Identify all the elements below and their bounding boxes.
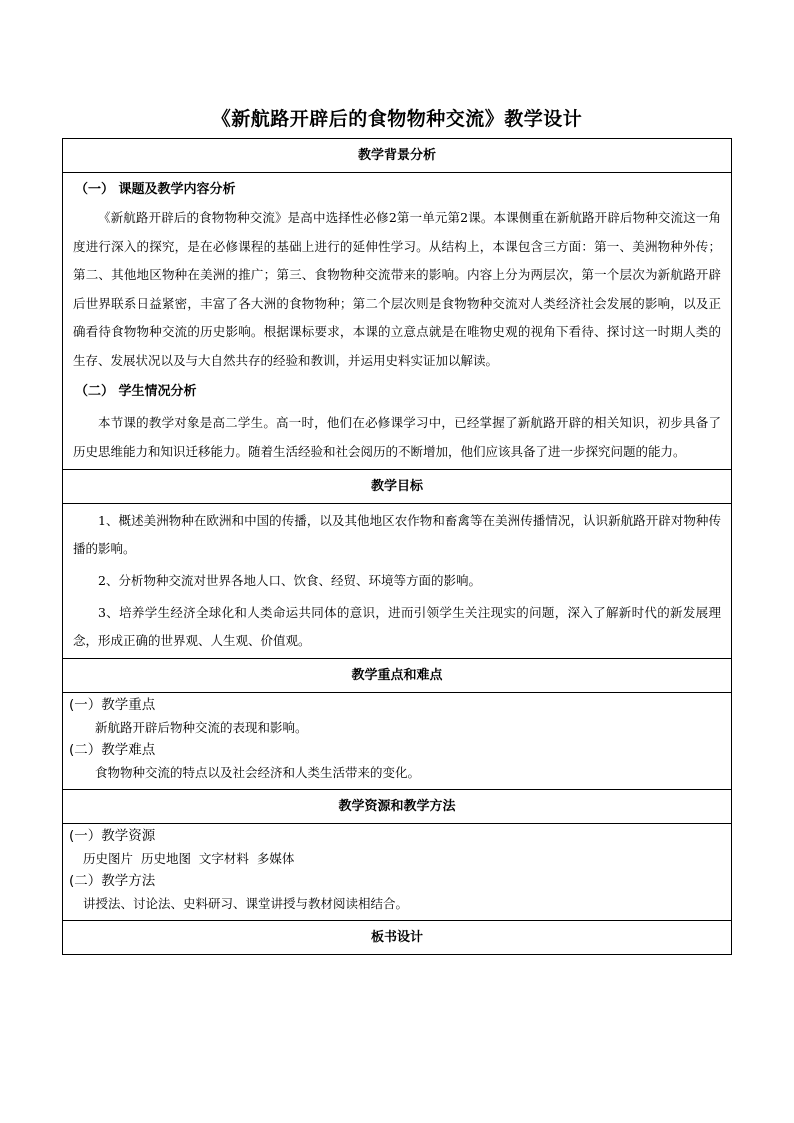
subheading-topic-analysis: （一） 课题及教学内容分析: [75, 182, 236, 197]
subheading-key-point: (一）教学重点: [69, 697, 156, 713]
goal-item: 1、概述美洲物种在欧洲和中国的传播，以及其他地区农作物和畜禽等在美洲传播情况，认识新航路开辟对物种传播的影响。: [73, 513, 721, 556]
subheading-methods: (二）教学方法: [69, 873, 156, 889]
lesson-plan-table: [62, 138, 732, 955]
goal-item: 3、培养学生经济全球化和人类命运共同体的意识，进而引领学生关注现实的问题，深入了解新时代的新发展理念，形成正确的世界观、人生观、价值观。: [73, 605, 721, 648]
section-heading-resources: 教学资源和教学方法: [63, 790, 732, 824]
resources-content: [63, 824, 732, 921]
keypoints-content: [63, 693, 732, 790]
section-heading-background: 教学背景分析: [63, 139, 732, 173]
goal-item: 2、分析物种交流对世界各地人口、饮食、经贸、环境等方面的影响。: [98, 573, 481, 588]
subheading-difficult-point: (二）教学难点: [69, 742, 156, 758]
document-title: 《新航路开辟后的食物物种交流》教学设计: [211, 108, 583, 130]
difficult-point-text: 食物物种交流的特点以及社会经济和人类生活带来的变化。: [95, 765, 421, 780]
background-content: [63, 173, 732, 470]
methods-text: 讲授法、讨论法、史料研习、课堂讲授与教材阅读相结合。: [83, 896, 409, 911]
section-heading-board: 板书设计: [63, 921, 732, 955]
student-analysis-text: 本节课的教学对象是高二学生。高一时，他们在必修课学习中，已经掌握了新航路开辟的相关知识，初步具备了历史思维能力和知识迁移能力。随着生活经验和社会阅历的不断增加，他们应该具备了进一步探究问题的能力。: [73, 415, 721, 459]
subheading-student-analysis: （二） 学生情况分析: [75, 384, 197, 399]
key-point-text: 新航路开辟后物种交流的表现和影响。: [95, 720, 308, 735]
section-heading-keypoints: 教学重点和难点: [63, 659, 732, 693]
section-heading-goals: 教学目标: [63, 470, 732, 504]
topic-analysis-text: 《新航路开辟后的食物物种交流》是高中选择性必修2第一单元第2课。本课侧重在新航路开辟后物种交流这一角度进行深入的探究，是在必修课程的基础上进行的延伸性学习。从结构上，本课包含三方面：第一、美洲物种外传；第二、其他地区物种在美洲的推广；第三、食物物种交流带来的影响。内容上分为两层次，第一个层次为新航路开辟后世界联系日益紧密，丰富了各大洲的食物物种；第二个层次则是食物物种交流对人类经济社会发展的影响，以及正确看待食物物种交流的历史影响。根据课标要求，本课的立意点就是在唯物史观的视角下看待、探讨这一时期人类的生存、发展状况以及与大自然共存的经验和教训，并运用史料实证加以解读。: [73, 210, 721, 368]
resources-text: 历史图片 历史地图 文字材料 多媒体: [83, 851, 295, 866]
goals-content: [63, 504, 732, 659]
subheading-resources: (一）教学资源: [69, 828, 156, 844]
